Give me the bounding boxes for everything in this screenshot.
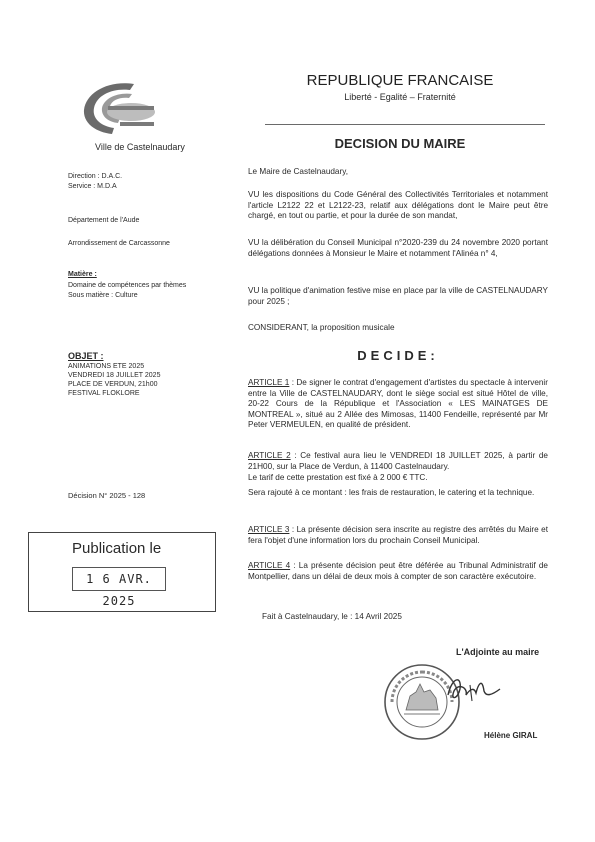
objet-line: VENDREDI 18 JUILLET 2025 [68,372,161,379]
article-label: ARTICLE 4 [248,561,291,570]
article-2-extra: Sera rajouté à ce montant : les frais de restauration, le catering et la technique. [248,488,535,497]
article-text: : De signer le contrat d'engagement d'artistes du spectacle à intervenir entre la Ville de CASTELNAUDARY, dont le siège social est situé Hôtel de ville, 20-22 Cours de la République et l'Association « LES MAINATGES DE MONTREAL », situé au 2 Allée des Mimosas, 11400 Fendeille, représenté par Mr Peter VERMEULEN, en qualité de président. [248,378,548,430]
city-name: Ville de Castelnaudary [95,142,185,152]
article-text: : La présente décision peut être déférée au Tribunal Administratif de Montpellier, dans un délai de deux mois à compter de son caractère exécutoire. [248,561,548,581]
service: Service : M.D.A [68,183,117,190]
article-2-tarif: Le tarif de cette prestation est fixé à 2 000 € TTC. [248,473,428,482]
publication-date-stamp: 1 6 AVR. 2025 [72,567,166,591]
article-4 [248,561,548,582]
sous-matiere: Sous matière : Culture [68,292,138,299]
handwritten-signature [440,665,515,715]
article-label: ARTICLE 2 [248,451,291,460]
article-2 [248,451,548,472]
article-label: ARTICLE 3 [248,525,290,534]
document-title: DECISION DU MAIRE [334,136,466,151]
objet-line: PLACE DE VERDUN, 21h00 [68,381,158,388]
article-1 [248,378,548,431]
intro: Le Maire de Castelnaudary, [248,167,348,176]
fait-a: Fait à Castelnaudary, le : 14 Avril 2025 [262,612,402,621]
city-logo [74,76,169,140]
arrondissement: Arrondissement de Carcassonne [68,240,170,247]
vu-paragraph: VU la délibération du Conseil Municipal n°2020-239 du 24 novembre 2020 portant délégations données à Monsieur le Maire et notamment l'Alinéa n° 4, [248,238,548,258]
decision-number: Décision N° 2025 - 128 [68,491,146,500]
objet-label: OBJET : [68,351,104,361]
objet-line: FESTIVAL FLOKLORE [68,390,140,397]
publication-title: Publication le [72,540,162,557]
considerant: CONSIDERANT, la proposition musicale [248,323,395,332]
objet-line: ANIMATIONS ETE 2025 [68,363,145,370]
article-3 [248,525,548,546]
direction: Direction : D.A.C. [68,173,123,180]
decide-heading: DECIDE: [357,348,439,363]
article-text: : Ce festival aura lieu le VENDREDI 18 JUILLET 2025, à partir de 21H00, sur la Place de Verdun, à 11400 Castelnaudary. [248,451,548,471]
article-label: ARTICLE 1 [248,378,290,387]
vu-paragraph: VU la politique d'animation festive mise en place par la ville de CASTELNAUDARY pour 2025 ; [248,286,548,306]
vu-paragraph: VU les dispositions du Code Général des Collectivités Territoriales et notamment l'article L2122 22 et L2122-23, relatif aux délégations dont le Maire peut être chargé, en tout ou partie, et pour la durée de son mandat, [248,190,548,221]
matiere-label: Matière : [68,271,97,278]
signatory-role: L'Adjointe au maire [456,647,540,657]
motto: Liberté - Egalité – Fraternité [344,92,456,102]
signatory-name: Hélène GIRAL [484,731,538,740]
republic-title: REPUBLIQUE FRANCAISE [306,72,494,89]
article-text: : La présente décision sera inscrite au registre des arrêtés du Maire et fera l'objet d'une information lors du prochain Conseil Municipal. [248,525,548,545]
department: Département de l'Aude [68,217,140,224]
matiere: Domaine de compétences par thèmes [68,282,187,289]
divider [265,124,545,125]
